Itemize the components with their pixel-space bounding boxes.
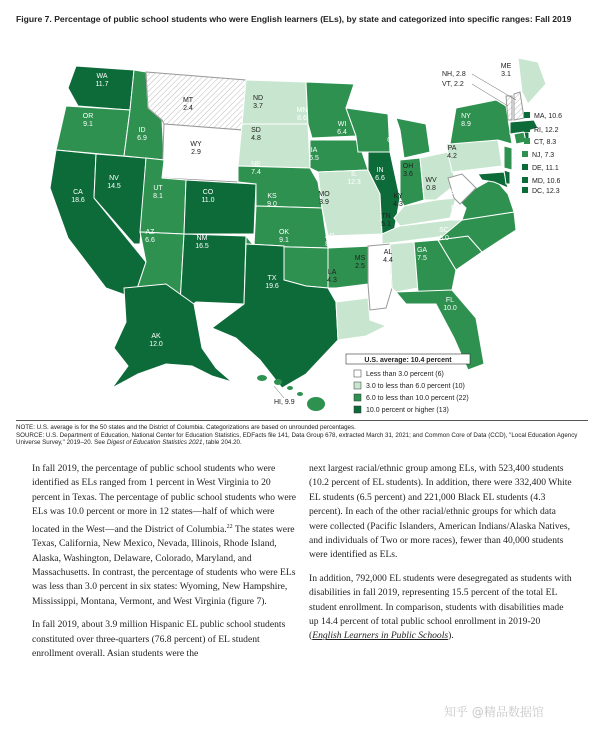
label-KY-name: KY — [393, 193, 403, 200]
swatch-NJ — [522, 151, 528, 157]
svg-text:WI6.4 — [337, 121, 347, 136]
svg-text:WY2.9 — [190, 141, 202, 156]
svg-text:WA11.7 — [95, 73, 108, 88]
label-SD-value: 4.8 — [251, 135, 261, 142]
label-AR-value: 8.2 — [325, 241, 335, 248]
label-MT-value: 2.4 — [183, 105, 193, 112]
label-NC-value: 8.0 — [451, 213, 461, 220]
callout-VT: VT, 2.2 — [442, 81, 464, 88]
label-UT-value: 8.1 — [153, 193, 163, 200]
svg-text:CO11.0 — [201, 189, 214, 204]
label-MI-value: 6.5 — [387, 137, 397, 144]
svg-text:MO3.9 — [318, 191, 330, 206]
label-MS-value: 2.5 — [355, 263, 365, 270]
label-WY-value: 2.9 — [191, 149, 201, 156]
source-emphasis: Digest of Education Statistics 2021 — [106, 439, 203, 447]
label-AK-name: AK — [151, 333, 161, 340]
svg-text:TN5.1 — [381, 213, 391, 228]
note-text: NOTE: U.S. average is for the 50 states and the District of Columbia. Categorizations are based on unrounded percentages. — [16, 424, 356, 431]
svg-text:PA4.2 — [447, 145, 457, 160]
paragraph-4 — [309, 572, 575, 644]
legend-item-4: 10.0 percent or higher (13) — [366, 407, 449, 414]
label-PA-value: 4.2 — [447, 153, 457, 160]
legend-item-1: Less than 3.0 percent (6) — [366, 371, 444, 378]
callout-DC: DC, 12.3 — [532, 188, 560, 195]
label-ME-value: 3.1 — [501, 71, 511, 78]
svg-text:LA4.3 — [327, 269, 337, 284]
svg-text:NV14.5 — [107, 175, 121, 190]
legend-swatch-1 — [354, 370, 361, 377]
label-SC-value: 6.0 — [439, 235, 449, 242]
label-IA-name: IA — [310, 147, 318, 154]
label-IA-value: 6.5 — [309, 155, 319, 162]
state-CO — [184, 180, 256, 234]
svg-text:AR8.2 — [325, 233, 335, 248]
label-LA-name: LA — [327, 269, 337, 276]
svg-text:CA18.6 — [71, 189, 85, 204]
swatch-CT — [524, 138, 530, 144]
paragraph-3: next largest racial/ethnic group among ELs, with 523,400 students (10.2 percent of EL students). In addition, there were 332,400 White EL students (6.5 percent) and 221,000 Black EL students (4.3 percent). In each of the other racial/ethnic groups for which data were collected (Pacific Islanders, American Indians/Alaska Natives, and individuals of Two or more races), fewer than 40,000 students were identified as ELs. — [309, 463, 572, 561]
label-NY-value: 8.9 — [461, 121, 471, 128]
label-AL-name: AL — [383, 249, 393, 256]
label-MS-name: MS — [354, 255, 366, 262]
label-CA-value: 18.6 — [71, 197, 85, 204]
label-KY-value: 4.3 — [393, 201, 403, 208]
label-MT-name: MT — [182, 97, 194, 104]
swatch-MA — [524, 112, 530, 118]
state-NH — [514, 92, 524, 120]
label-MN-name: MN — [296, 107, 308, 114]
label-NM-value: 16.5 — [195, 243, 209, 250]
label-WI-name: WI — [337, 121, 347, 128]
label-GA-name: GA — [416, 247, 428, 254]
label-VA-value: 9.2 — [451, 189, 461, 196]
label-GA-value: 7.5 — [417, 255, 427, 262]
legend — [346, 354, 470, 414]
map-svg — [16, 48, 588, 420]
svg-text:AL4.4 — [383, 249, 393, 264]
state-SD — [238, 124, 310, 168]
label-KS-name: KS — [267, 193, 277, 200]
state-NJ — [504, 146, 512, 170]
svg-text:IN6.6 — [375, 167, 385, 182]
svg-text:NY8.9 — [461, 113, 471, 128]
state-WY — [162, 124, 242, 182]
svg-text:OK9.1 — [279, 229, 289, 244]
swatch-DE — [522, 164, 528, 170]
svg-text:ME3.1 — [501, 63, 512, 78]
label-ME-name: ME — [500, 63, 512, 70]
svg-text:ID6.9 — [137, 127, 147, 142]
svg-text:VA9.2 — [451, 181, 461, 196]
svg-text:SC6.0 — [439, 227, 449, 242]
state-ME — [518, 58, 546, 104]
source-part-b: , table 204.20. — [202, 439, 242, 447]
svg-text:AZ6.6 — [145, 229, 155, 244]
label-WV-value: 0.8 — [426, 185, 436, 192]
figure-title: Figure 7. Percentage of public school students who were English learners (ELs), by state and categorized into specific ranges: Fall 2019 — [16, 14, 572, 24]
label-MO-name: MO — [318, 191, 330, 198]
svg-text:KY4.3 — [393, 193, 403, 208]
source-text — [16, 432, 588, 447]
label-OH-value: 3.6 — [403, 171, 413, 178]
body-column-left — [32, 462, 298, 670]
label-IN-name: IN — [376, 167, 384, 174]
label-TX-name: TX — [267, 275, 277, 282]
paragraph-1-text: In fall 2019, the percentage of public school students who were identified as ELs ranged from 1 percent in West Virginia to 20 percent in Texas. The percentage of public school students who were ELs was 10.0 percent or more in 12 states—half of which were located in the West—and the District of Columbia. — [32, 463, 297, 535]
legend-item-3: 6.0 to less than 10.0 percent (22) — [366, 395, 469, 402]
label-NV-value: 14.5 — [107, 183, 121, 190]
svg-text:NM16.5 — [195, 235, 209, 250]
label-IL-name: IL — [351, 171, 357, 178]
paragraph-1-rest: The states were Texas, California, New Mexico, Nevada, Illinois, Rhode Island, Alaska, Washington, Delaware, Colorado, Maryland, and Massachusetts. In contrast, the percentage of students who were ELs was less than 3.0 percent in six states: Wyoming, New Hampshire, Mississippi, Montana, Vermont, and West Virginia (figure 7). — [32, 523, 296, 607]
label-NC-name: NC — [450, 205, 462, 212]
us-choropleth-map — [16, 48, 588, 420]
legend-swatch-2 — [354, 382, 361, 389]
legend-item-2: 3.0 to less than 6.0 percent (10) — [366, 383, 465, 390]
svg-text:OH3.6 — [403, 163, 414, 178]
label-OK-value: 9.1 — [279, 237, 289, 244]
label-ND-value: 3.7 — [253, 103, 263, 110]
swatch-RI — [524, 126, 530, 132]
label-TX-value: 19.6 — [265, 283, 279, 290]
svg-text:WV0.8 — [425, 177, 437, 192]
report-link[interactable]: English Learners in Public Schools — [312, 630, 449, 642]
callout-MA: MA, 10.6 — [534, 113, 563, 120]
paragraph-4-text: In addition, 792,000 EL students were desegregated as students with disabilities in fall 2019, representing 15.5 percent of the total EL student enrollment. In comparison, students with disabilities made up 14.4 percent of total public school enrollment in 2019-20 ( — [309, 572, 572, 642]
legend-swatch-4 — [354, 406, 361, 413]
label-SC-name: SC — [439, 227, 449, 234]
callout-CT: CT, 8.3 — [534, 139, 557, 146]
label-MO-value: 3.9 — [319, 199, 329, 206]
label-OR-name: OR — [82, 113, 94, 120]
label-OR-value: 9.1 — [83, 121, 93, 128]
label-IL-value: 12.3 — [347, 179, 361, 186]
label-KS-value: 9.0 — [267, 201, 277, 208]
label-WY-name: WY — [190, 141, 202, 148]
label-WI-value: 6.4 — [337, 129, 347, 136]
svg-text:OR9.1 — [83, 113, 94, 128]
label-OK-name: OK — [278, 229, 290, 236]
label-CO-name: CO — [202, 189, 214, 196]
label-CA-name: CA — [73, 189, 83, 196]
svg-text:UT8.1 — [153, 185, 163, 200]
label-SD-name: SD — [251, 127, 261, 134]
label-CO-value: 11.0 — [201, 197, 215, 204]
label-AZ-name: AZ — [145, 229, 155, 236]
label-FL-value: 10.0 — [443, 305, 457, 312]
svg-text:GA7.5 — [417, 247, 427, 262]
state-NY — [450, 100, 512, 144]
paragraph-2: In fall 2019, about 3.9 million Hispanic EL public school students constituted over three-quarters (76.8 percent) of EL student enrollment overall. Asian students were the — [32, 619, 286, 660]
state-NM — [180, 234, 246, 308]
svg-text:MN8.6 — [297, 107, 308, 122]
label-NM-name: NM — [196, 235, 208, 242]
label-IN-value: 6.6 — [375, 175, 385, 182]
label-VA-name: VA — [451, 181, 461, 188]
label-ID-name: ID — [138, 127, 146, 134]
source-part-a: SOURCE: U.S. Department of Education, National Center for Education Statistics, EDFacts file 141, Data Group 678, extracted March 31, 2021; and Common Core of Data (CCD), "Local Education Agency Universe Survey," 2019–20. See — [16, 431, 578, 447]
label-MN-value: 8.6 — [297, 115, 307, 122]
svg-text:MT2.4 — [183, 97, 194, 112]
body-column-right — [309, 462, 575, 653]
label-AL-value: 4.4 — [383, 257, 393, 264]
label-TN-value: 5.1 — [381, 221, 391, 228]
label-WA-value: 11.7 — [95, 81, 109, 88]
svg-text:KS9.0 — [267, 193, 277, 208]
label-FL-name: FL — [445, 297, 455, 304]
label-OH-name: OH — [402, 163, 414, 170]
paragraph-4-end: ). — [448, 630, 454, 642]
label-NV-name: NV — [109, 175, 119, 182]
state-MI — [396, 118, 430, 158]
callout-MD: MD, 10.6 — [532, 178, 561, 185]
callout-DE: DE, 11.1 — [532, 165, 559, 172]
label-ND-name: ND — [252, 95, 264, 102]
paragraph-1 — [32, 462, 298, 609]
svg-text:NE7.4 — [251, 161, 261, 176]
swatch-MD — [522, 177, 528, 183]
svg-text:NC8.0 — [451, 205, 461, 220]
label-MI-name: MI — [388, 129, 396, 136]
label-NE-value: 7.4 — [251, 169, 261, 176]
label-TN-name: TN — [381, 213, 391, 220]
divider — [16, 420, 588, 421]
state-AL — [390, 242, 418, 292]
swatch-DC — [522, 187, 528, 193]
legend-swatch-3 — [354, 394, 361, 401]
svg-text:MI6.5 — [387, 129, 397, 144]
callout-NH: NH, 2.8 — [442, 71, 466, 78]
label-NE-name: NE — [251, 161, 261, 168]
label-AR-name: AR — [325, 233, 335, 240]
callout-NJ: NJ, 7.3 — [532, 152, 555, 159]
label-UT-name: UT — [153, 185, 163, 192]
callout-RI: RI, 12.2 — [534, 127, 559, 134]
label-AZ-value: 6.6 — [145, 237, 155, 244]
legend-title: U.S. average: 10.4 percent — [364, 357, 452, 364]
label-PA-name: PA — [447, 145, 457, 152]
callout-HI: HI, 9.9 — [274, 399, 295, 406]
label-AK-value: 12.0 — [149, 341, 163, 348]
svg-text:SD4.8 — [251, 127, 261, 142]
state-KS — [254, 206, 328, 248]
footnote-ref[interactable]: 22 — [226, 523, 233, 530]
watermark: 知乎 @精品数据馆 — [444, 705, 544, 719]
label-ID-value: 6.9 — [137, 135, 147, 142]
label-LA-value: 4.3 — [327, 277, 337, 284]
label-WV-name: WV — [425, 177, 437, 184]
label-WA-name: WA — [96, 73, 108, 80]
svg-text:MS2.5 — [355, 255, 366, 270]
label-NY-name: NY — [461, 113, 471, 120]
figure-notes — [16, 424, 588, 447]
svg-text:ND3.7 — [253, 95, 263, 110]
